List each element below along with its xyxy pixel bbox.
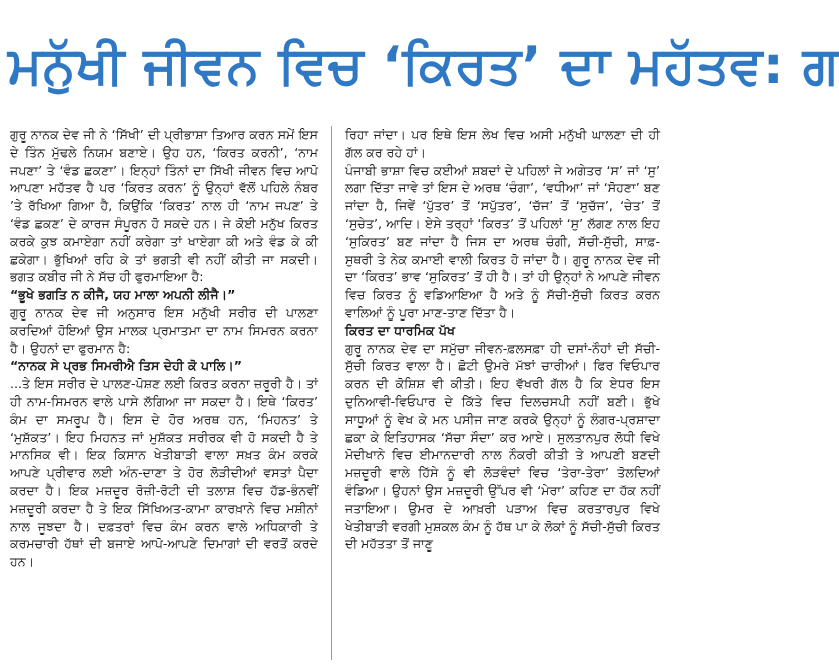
column-divider: [331, 126, 332, 660]
paragraph: ਗੁਰੂ ਨਾਨਕ ਦੇਵ ਜੀ ਅਨੁਸਾਰ ਇਸ ਮਨੁੱਖੀ ਸਰੀਰ ਦੀ ਪਾਲਣਾ ਕਰਦਿਆਂ ਹੋਇਆਂ ਉਸ ਮਾਲਕ ਪ੍ਰਮਾਤਮਾ ਦਾ ਨਾਮ ਸਿਮਰਨ ਕਰਨਾ ਹੈ। ਉਹਨਾਂ ਦਾ ਫੁਰਮਾਨ ਹੈ:: [10, 304, 318, 356]
quote-line: “ਨਾਨਕ ਸੇ ਪ੍ਰਭ ਸਿਮਰੀਐ ਤਿਸ ਦੇਹੀ ਕੋ ਪਾਲਿ।”: [10, 358, 243, 374]
paragraph: ...ਤੇ ਇਸ ਸਰੀਰ ਦੇ ਪਾਲਣ-ਪੋਸ਼ਣ ਲਈ ਕਿਰਤ ਕਰਨਾ ਜ਼ਰੂਰੀ ਹੈ। ਤਾਂ ਹੀ ਨਾਮ-ਸਿਮਰਨ ਵਾਲੇ ਪਾਸੇ ਲੱਗਿਆ ਜਾ ਸਕਦਾ ਹੈ। ਇਥੇ ‘ਕਿਰਤ’ ਕੰਮ ਦਾ ਸਮਰੂਪ ਹੈ। ਇਸ ਦੇ ਹੋਰ ਅਰਥ ਹਨ, ‘ਮਿਹਨਤ’ ਤੇ ‘ਮੁਸ਼ੱਕਤ’। ਇਹ ਮਿਹਨਤ ਜਾਂ ਮੁਸ਼ੱਕਤ ਸਰੀਰਕ ਵੀ ਹੋ ਸਕਦੀ ਹੈ ਤੇ ਮਾਨਸਿਕ ਵੀ। ਇਕ ਕਿਸਾਨ ਖੇਤੀਬਾੜੀ ਵਾਲਾ ਸਖ਼ਤ ਕੰਮ ਕਰਕੇ ਆਪਣੇ ਪ੍ਰੀਵਾਰ ਲਈ ਅੰਨ-ਦਾਣਾ ਤੇ ਹੋਰ ਲੋੜੀਦੀਆਂ ਵਸਤਾਂ ਪੈਦਾ ਕਰਦਾ ਹੈ। ਇਕ ਮਜ਼ਦੂਰ ਰੋਜ਼ੀ-ਰੋਟੀ ਦੀ ਤਲਾਸ਼ ਵਿਚ ਹੱਡ-ਭੰਨਵੀਂ ਮਜ਼ਦੂਰੀ ਕਰਦਾ ਹੈ ਤੇ ਇਕ ਸਿੱਖਿਅਤ-ਕਾਮਾ ਕਾਰਖ਼ਾਨੇ ਵਿਚ ਮਸ਼ੀਨਾਂ ਨਾਲ ਜੂਝਦਾ ਹੈ। ਦਫ਼ਤਰਾਂ ਵਿਚ ਕੰਮ ਕਰਨ ਵਾਲੇ ਅਧਿਕਾਰੀ ਤੇ ਕਰਮਚਾਰੀ ਹੱਥਾਂ ਦੀ ਬਜਾਏ ਆਪੋ-ਆਪਣੇ ਦਿਮਾਗਾਂ ਦੀ ਵਰਤੋਂ ਕਰਦੇ ਹਨ।: [10, 376, 318, 570]
article-column-right: [345, 126, 660, 660]
paragraph: ਗੁਰੂ ਨਾਨਕ ਦੇਵ ਦਾ ਸਮੁੱਚਾ ਜੀਵਨ-ਫ਼ਲਸਫ਼ਾ ਹੀ ਦਸਾਂ-ਨੌਹਾਂ ਦੀ ਸੱਚੀ-ਸੁੱਚੀ ਕਿਰਤ ਵਾਲਾ ਹੈ। ਛੋਟੀ ਉਮਰੇ ਮੱਝਾਂ ਚਾਰੀਆਂ। ਫਿਰ ਵਿਓਪਾਰ ਕਰਨ ਦੀ ਕੋਸ਼ਿਸ਼ ਵੀ ਕੀਤੀ। ਇਹ ਵੱਖਰੀ ਗੱਲ ਹੈ ਕਿ ਏਧਰ ਇਸ ਦੁਨਿਆਵੀ-ਵਿਓਪਾਰ ਦੇ ਕਿੱਤੇ ਵਿਚ ਦਿਲਚਸਪੀ ਨਹੀਂ ਬਣੀ। ਭੁੱਖੇ ਸਾਧੂਆਂ ਨੂੰ ਵੇਖ ਕੇ ਮਨ ਪਸੀਜ ਜਾਣ ਕਰਕੇ ਉਨ੍ਹਾਂ ਨੂੰ ਲੰਗਰ-ਪ੍ਰਸ਼ਾਦਾ ਛਕਾ ਕੇ ਇਤਿਹਾਸਕ ‘ਸੱਚਾ ਸੌਦਾ’ ਕਰ ਆਏ। ਸੁਲਤਾਨਪੁਰ ਲੋਧੀ ਵਿਖੇ ਮੋਦੀਖਾਨੇ ਵਿਚ ਈਮਾਨਦਾਰੀ ਨਾਲ ਨੌਕਰੀ ਕੀਤੀ ਤੇ ਆਪਣੀ ਬਣਦੀ ਮਜ਼ਦੂਰੀ ਵਾਲੇ ਹਿੱਸੇ ਨੂੰ ਵੀ ਲੋੜਵੰਦਾਂ ਵਿਚ ‘ਤੇਰਾ-ਤੇਰਾ’ ਤੋਲਦਿਆਂ ਵੰਡਿਆ। ਉਹਨਾਂ ਉਸ ਮਜ਼ਦੂਰੀ ਉੱਪਰ ਵੀ ‘ਮੇਰਾ’ ਕਹਿਣ ਦਾ ਹੱਕ ਨਹੀਂ ਜਤਾਇਆ। ਉਮਰ ਦੇ ਆਖ਼ਰੀ ਪੜਾਅ ਵਿਚ ਕਰਤਾਰਪੁਰ ਵਿਖੇ ਖੇਤੀਬਾੜੀ ਵਰਗੀ ਮੁਸ਼ਕਲ ਕੰਮ ਨੂੰ ਹੱਥ ਪਾ ਕੇ ਲੋਕਾਂ ਨੂੰ ਸੱਚੀ-ਸੁੱਚੀ ਕਿਰਤ ਦੀ ਮਹੱਤਤਾ ਤੋਂ ਜਾਣੂ: [345, 340, 660, 552]
paragraph: ਰਿਹਾ ਜਾਂਦਾ। ਪਰ ਇਥੇ ਇਸ ਲੇਖ ਵਿਚ ਅਸੀ ਮਨੁੱਖੀ ਘਾਲਣਾ ਦੀ ਹੀ ਗੱਲ ਕਰ ਰਹੇ ਹਾਂ।: [345, 127, 660, 160]
article-column-left: [10, 126, 318, 660]
section-subheading: ਕਿਰਤ ਦਾ ਧਾਰਮਿਕ ਪੱਖ: [345, 322, 455, 338]
article-headline: ਮਨੁੱਖੀ ਜੀਵਨ ਵਿਚ ‘ਕਿਰਤ’ ਦਾ ਮਹੱਤਵ: ਗ: [8, 36, 839, 96]
paragraph: ਗੁਰੂ ਨਾਨਕ ਦੇਵ ਜੀ ਨੇ ‘ਸਿੱਖੀ’ ਦੀ ਪ੍ਰੀਭਾਸ਼ਾ ਤਿਆਰ ਕਰਨ ਸਮੇਂ ਇਸ ਦੇ ਤਿੰਨ ਮੁੱਢਲੇ ਨਿਯਮ ਬਣਾਏ। ਉਹ ਹਨ, ‘ਕਿਰਤ ਕਰਨੀ’, ‘ਨਾਮ ਜਪਣਾ’ ਤੇ ‘ਵੰਡ ਛਕਣਾ’। ਇਨ੍ਹਾਂ ਤਿੰਨਾਂ ਦਾ ਸਿੱਖੀ ਜੀਵਨ ਵਿਚ ਆਪੋ ਆਪਣਾ ਮਹੱਤਵ ਹੈ ਪਰ ‘ਕਿਰਤ ਕਰਨ’ ਨੂੰ ਉਨ੍ਹਾਂ ਵੱਲੋਂ ਪਹਿਲੇ ਨੰਬਰ ’ਤੇ ਰੱਖਿਆ ਗਿਆ ਹੈ, ਕਿਉਂਕਿ ‘ਕਿਰਤ’ ਨਾਲ ਹੀ ‘ਨਾਮ ਜਪਣ’ ਤੇ ‘ਵੰਡ ਛਕਣ’ ਦੇ ਕਾਰਜ ਸੰਪੂਰਨ ਹੋ ਸਕਦੇ ਹਨ। ਜੇ ਕੋਈ ਮਨੁੱਖ ਕਿਰਤ ਕਰਕੇ ਕੁਝ ਕਮਾਏਗਾ ਨਹੀਂ ਕਰੇਗਾ ਤਾਂ ਖਾਏਗਾ ਕੀ ਅਤੇ ਵੰਡ ਕੇ ਕੀ ਛਕੇਗਾ। ਭੁੱਖਿਆਂ ਰਹਿ ਕੇ ਤਾਂ ਭਗਤੀ ਵੀ ਨਹੀਂ ਕੀਤੀ ਜਾ ਸਕਦੀ। ਭਗਤ ਕਬੀਰ ਜੀ ਨੇ ਸੱਚ ਹੀ ਫੁਰਮਾਇਆ ਹੈ:: [10, 127, 318, 285]
paragraph: ਪੰਜਾਬੀ ਭਾਸ਼ਾ ਵਿਚ ਕਈਆਂ ਸ਼ਬਦਾਂ ਦੇ ਪਹਿਲਾਂ ਜੇ ਅਗੇਤਰ ‘ਸ’ ਜਾਂ ‘ਸੁ’ ਲਗਾ ਦਿੱਤਾ ਜਾਵੇ ਤਾਂ ਇਸ ਦੇ ਅਰਥ ‘ਚੰਗਾ’, ‘ਵਧੀਆ’ ਜਾਂ ‘ਸੋਹਣਾ’ ਬਣ ਜਾਂਦਾ ਹੈ, ਜਿਵੇਂ ‘ਪੁੱਤਰ’ ਤੋਂ ‘ਸਪੁੱਤਰ’, ‘ਚੱਜ’ ਤੋਂ ‘ਸੁਚੱਜ’, ‘ਚੇਤ’ ਤੋਂ ‘ਸੁਚੇਤ’, ਆਦਿ। ਏਸੇ ਤਰ੍ਹਾਂ ‘ਕਿਰਤ’ ਤੋਂ ਪਹਿਲਾਂ ‘ਸੁ’ ਲੱਗਣ ਨਾਲ ਇਹ ‘ਸੁਕਿਰਤ’ ਬਣ ਜਾਂਦਾ ਹੈ ਜਿਸ ਦਾ ਅਰਥ ਚੰਗੀ, ਸੱਚੀ-ਸੁੱਚੀ, ਸਾਫ਼-ਸੁਥਰੀ ਤੇ ਨੇਕ ਕਮਾਈ ਵਾਲੀ ਕਿਰਤ ਹੋ ਜਾਂਦਾ ਹੈ। ਗੁਰੂ ਨਾਨਕ ਦੇਵ ਜੀ ਦਾ ‘ਕਿਰਤ’ ਭਾਵ ‘ਸੁਕਿਰਤ’ ਤੋਂ ਹੀ ਹੈ। ਤਾਂ ਹੀ ਉਨ੍ਹਾਂ ਨੇ ਆਪਣੇ ਜੀਵਨ ਵਿਚ ਕਿਰਤ ਨੂੰ ਵਡਿਆਇਆ ਹੈ ਅਤੇ ਨੂੰ ਸੱਚੀ-ਸੁੱਚੀ ਕਿਰਤ ਕਰਨ ਵਾਲਿਆਂ ਨੂੰ ਪੂਰਾ ਮਾਣ-ਤਾਣ ਦਿੱਤਾ ਹੈ।: [345, 162, 660, 320]
quote-line: “ਭੂਖੇ ਭਗਤਿ ਨ ਕੀਜੈ, ਯਹ ਮਾਲਾ ਅਪਨੀ ਲੀਜੈ।”: [10, 287, 236, 303]
